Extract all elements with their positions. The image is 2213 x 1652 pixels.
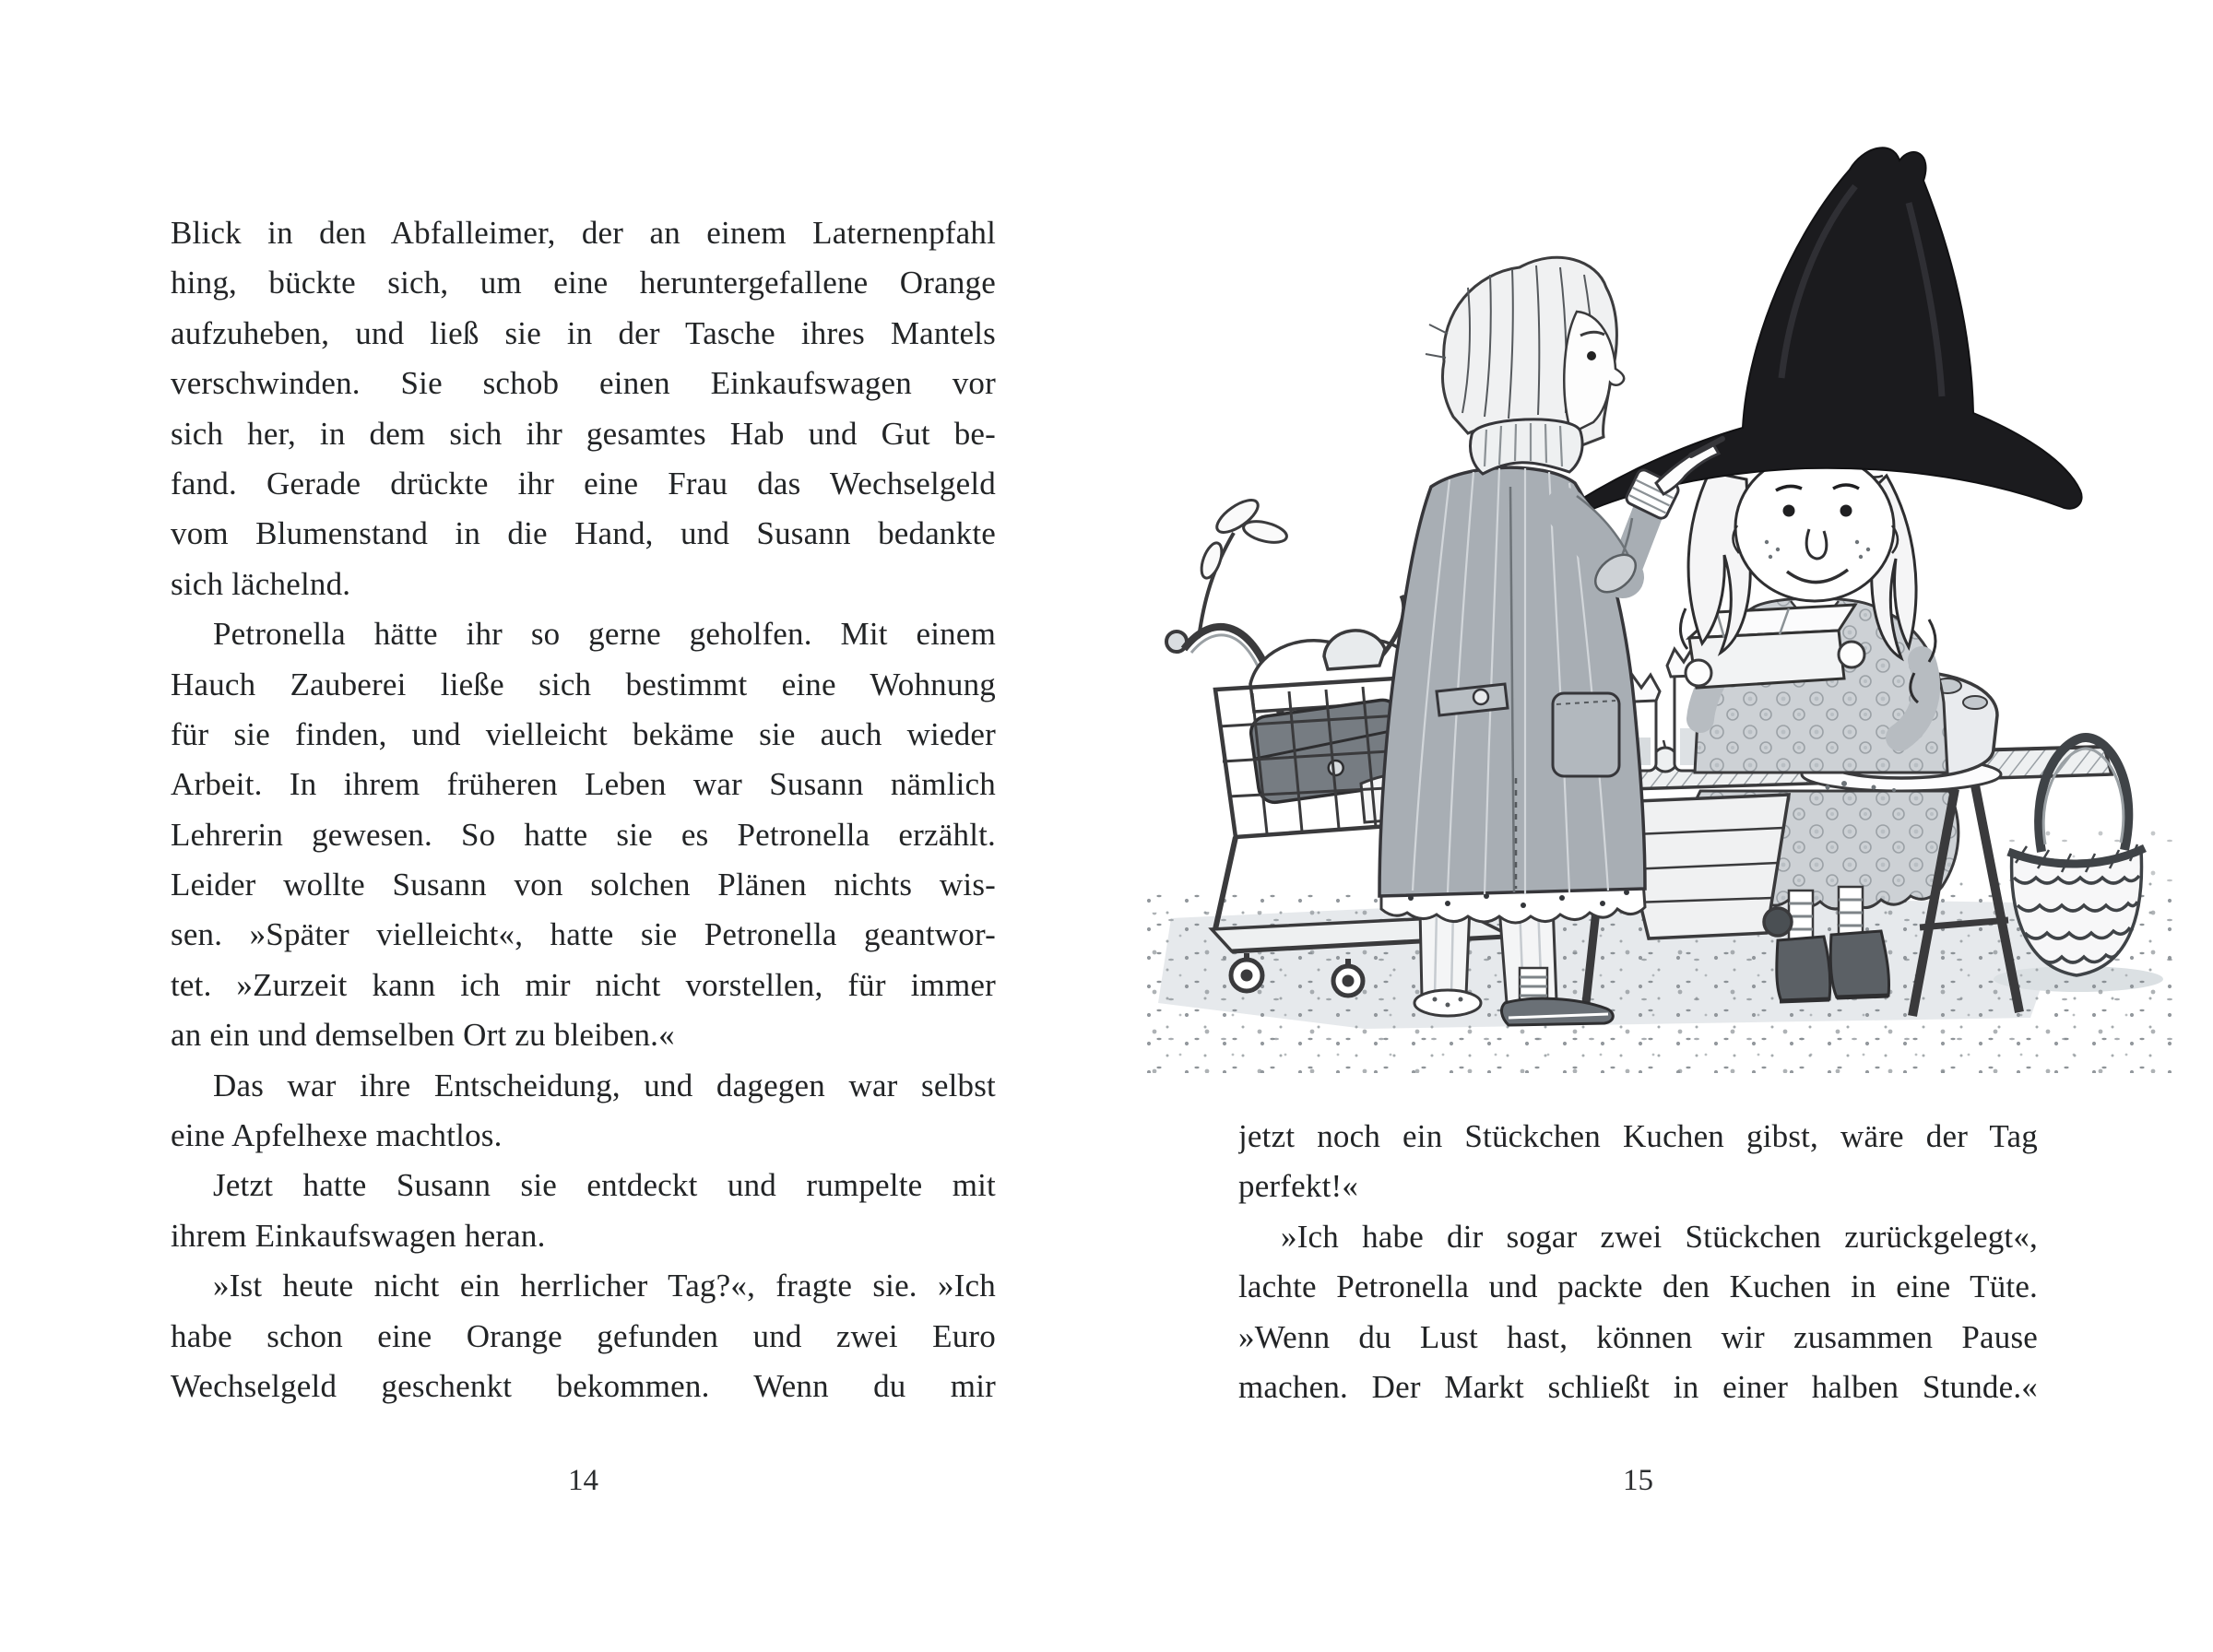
witch-hand-left: [1686, 660, 1711, 686]
text-line: Lehrerin gewesen. So hatte sie es Petronella erzählt.: [171, 816, 996, 853]
page-right-text: [1238, 1112, 2038, 1412]
text-line: Jetzt hatte Susann sie entdeckt und rumpelte mit: [213, 1167, 996, 1204]
text-line: vom Blumenstand in die Hand, und Susann bedankte: [171, 515, 996, 552]
ribbed-collar: [1471, 419, 1583, 474]
text-line: Petronella hätte ihr so gerne geholfen. Mit einem: [213, 616, 996, 653]
text-line: für sie finden, und vielleicht bekäme sie auch wieder: [171, 715, 996, 752]
lamp-shade: [1324, 631, 1385, 669]
text-line: »Ist heute nicht ein herrlicher Tag?«, fragte sie. »Ich: [213, 1268, 996, 1304]
belt-button: [1473, 690, 1488, 704]
crate-wheel: [1764, 908, 1792, 936]
susann-eye: [1587, 351, 1596, 360]
text-line: ihrem Einkaufswagen heran.: [171, 1217, 546, 1254]
text-line: eine Apfelhexe machtlos.: [171, 1117, 503, 1154]
text-line: Das war ihre Entscheidung, und dagegen war selbst: [213, 1067, 996, 1103]
page-number-left: 14: [568, 1464, 598, 1497]
witch-hand-right: [1839, 642, 1864, 667]
witch-nose: [1806, 529, 1827, 559]
twig-leaves: [1198, 494, 1289, 581]
text-line: sen. »Später vielleicht«, hatte sie Petronella geantwor-: [171, 916, 996, 953]
witch-face: [1735, 454, 1894, 601]
text-line: tet. »Zurzeit kann ich mir nicht vorstellen, für immer: [171, 966, 996, 1003]
page-left-text: [171, 208, 996, 1411]
text-line: »Ich habe dir sogar zwei Stückchen zurückgelegt«,: [1281, 1218, 2038, 1255]
text-line: perfekt!«: [1238, 1168, 1359, 1205]
text-line: Hauch Zauberei ließe sich bestimmt eine Wohnung: [171, 666, 996, 702]
text-line: verschwinden. Sie schob einen Einkaufswagen vor: [171, 365, 996, 402]
page-number-right: 15: [1623, 1464, 1653, 1497]
text-line: machen. Der Markt schließt in einer halben Stunde.«: [1238, 1368, 2038, 1405]
text-line: fand. Gerade drückte ihr eine Frau das Wechselgeld: [171, 465, 996, 502]
witch-hat: [1559, 148, 2082, 519]
text-line: Leider wollte Susann von solchen Plänen nichts wis-: [171, 867, 996, 903]
text-line: an ein und demselben Ort zu bleiben.«: [171, 1017, 675, 1054]
text-line: jetzt noch ein Stückchen Kuchen gibst, wäre der Tag: [1238, 1118, 2038, 1154]
text-line: Wechselgeld geschenkt bekommen. Wenn du mir: [171, 1367, 996, 1404]
text-line: Blick in den Abfalleimer, der an einem Laternenpfahl: [171, 215, 996, 251]
text-line: »Wenn du Lust hast, können wir zusammen Pause: [1238, 1318, 2038, 1355]
coat-pocket: [1553, 693, 1619, 776]
text-line: sich lächelnd.: [171, 565, 351, 602]
text-line: Arbeit. In ihrem früheren Leben war Susann nämlich: [171, 766, 996, 803]
text-line: hing, bückte sich, um eine heruntergefallene Orange: [171, 265, 996, 301]
market-illustration: [1143, 92, 2176, 1079]
text-line: sich her, in dem sich ihr gesamtes Hab und Gut be-: [171, 415, 996, 452]
text-line: habe schon eine Orange gefunden und zwei Euro: [171, 1317, 996, 1354]
text-line: lachte Petronella und packte den Kuchen in eine Tüte.: [1238, 1268, 2038, 1305]
text-line: aufzuheben, und ließ sie in der Tasche ihres Mantels: [171, 314, 996, 351]
petronella-figure: [1559, 148, 2082, 773]
